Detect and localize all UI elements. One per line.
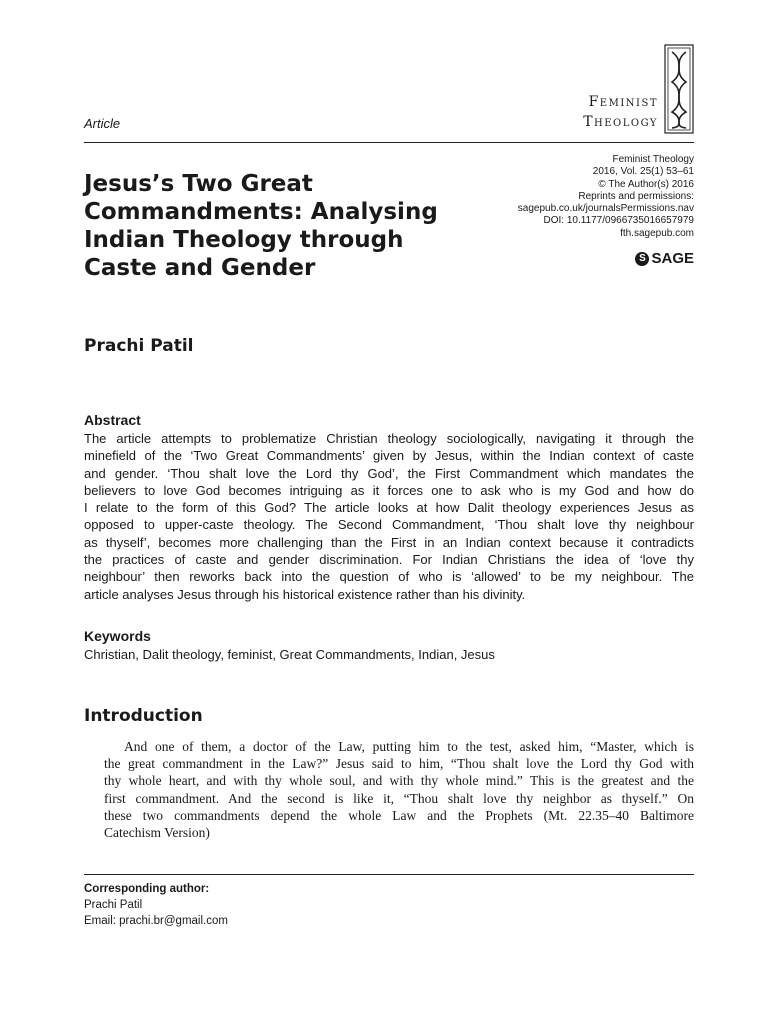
abstract-line: The article attempts to problematize Christian theology sociologically, navigating it through the xyxy=(84,431,694,446)
meta-journal: Feminist Theology xyxy=(612,154,694,165)
meta-permissions-link[interactable]: sagepub.co.uk/journalsPermissions.nav xyxy=(517,203,694,215)
corresponding-author-name: Prachi Patil xyxy=(84,899,143,911)
publication-meta xyxy=(518,154,694,240)
abstract-heading: Abstract xyxy=(84,412,141,428)
journal-name-line1: Feminist xyxy=(588,94,658,110)
abstract-line: I relate to the form of this God? The article looks at how Dalit theology experiences Jesus as xyxy=(84,500,694,516)
abstract-line: and gender. ‘Thou shalt love the Lord thy God’, the First Commandment which mandates the xyxy=(84,465,694,481)
title-line: Caste and Gender xyxy=(84,255,316,281)
title-line: Indian Theology through xyxy=(84,227,404,253)
quote-line: Catechism Version) xyxy=(104,824,210,840)
article-title xyxy=(84,170,484,282)
footnote-rule xyxy=(84,874,694,875)
abstract-line: opposed to upper-caste theology. The Second Commandment, ‘Thou shalt love thy neighbour xyxy=(84,517,694,533)
meta-doi[interactable]: DOI: 10.1177/0966735016657979 xyxy=(543,215,694,227)
corresponding-author-email[interactable]: Email: prachi.br@gmail.com xyxy=(84,915,228,927)
quote-line: these two commandments depend the whole Law and the Prophets (Mt. 22.35–40 Baltimore xyxy=(104,807,694,823)
quote-line: thy whole heart, and with thy whole soul, and with thy whole mind.” This is the greatest and the xyxy=(104,773,694,789)
title-line: Commandments: Analysing xyxy=(84,199,438,225)
keywords-list: Christian, Dalit theology, feminist, Great Commandments, Indian, Jesus xyxy=(84,647,495,662)
celtic-knot-icon xyxy=(664,44,694,134)
article-type-label: Article xyxy=(84,116,121,131)
quote-line: the great commandment in the Law?” Jesus said to him, “Thou shalt love the Lord thy God with xyxy=(104,756,694,772)
meta-site-link[interactable]: fth.sagepub.com xyxy=(620,227,694,239)
journal-name-line2: Theology xyxy=(583,114,658,130)
abstract-line: believers to love God becomes intriguing as it forces one to ask who is my God and how do xyxy=(84,482,694,498)
abstract-line: the practices of caste and gender discrimination. For Indian Christians the idea of ‘love thy xyxy=(84,552,694,568)
header-rule xyxy=(84,142,694,143)
abstract-line: minefield of the ‘Two Great Commandments’ given by Jesus, within the Indian context of caste xyxy=(84,448,694,464)
corresponding-author-heading: Corresponding author: xyxy=(84,883,210,895)
abstract-line: article analyses Jesus through his historical existence rather than his divinity. xyxy=(84,586,526,602)
meta-reprints: Reprints and permissions: xyxy=(578,190,694,202)
meta-volume: 2016, Vol. 25(1) 53–61 xyxy=(592,166,694,178)
sage-wordmark: SAGE xyxy=(651,250,694,267)
meta-copyright: © The Author(s) 2016 xyxy=(598,178,694,190)
introduction-quote xyxy=(104,738,694,841)
author-name: Prachi Patil xyxy=(84,336,194,356)
abstract-line: neighbour’ then reworks back into the question of who is ‘allowed’ to be my neighbour. The xyxy=(84,569,694,585)
journal-logo xyxy=(474,44,694,134)
quote-line: And one of them, a doctor of the Law, putting him to the test, asked him, “Master, which is xyxy=(124,739,694,754)
sage-logo xyxy=(635,250,694,267)
sage-s-icon: S xyxy=(635,252,649,266)
quote-line: first commandment. And the second is like it, “Thou shalt love thy neighbor as thyself.” On xyxy=(104,790,694,806)
keywords-heading: Keywords xyxy=(84,628,151,644)
introduction-heading: Introduction xyxy=(84,706,203,726)
title-line: Jesus’s Two Great xyxy=(84,171,313,197)
abstract-body xyxy=(84,430,694,603)
abstract-line: as thyself’, becomes more challenging than the First in an Indian context because it contradicts xyxy=(84,534,694,550)
